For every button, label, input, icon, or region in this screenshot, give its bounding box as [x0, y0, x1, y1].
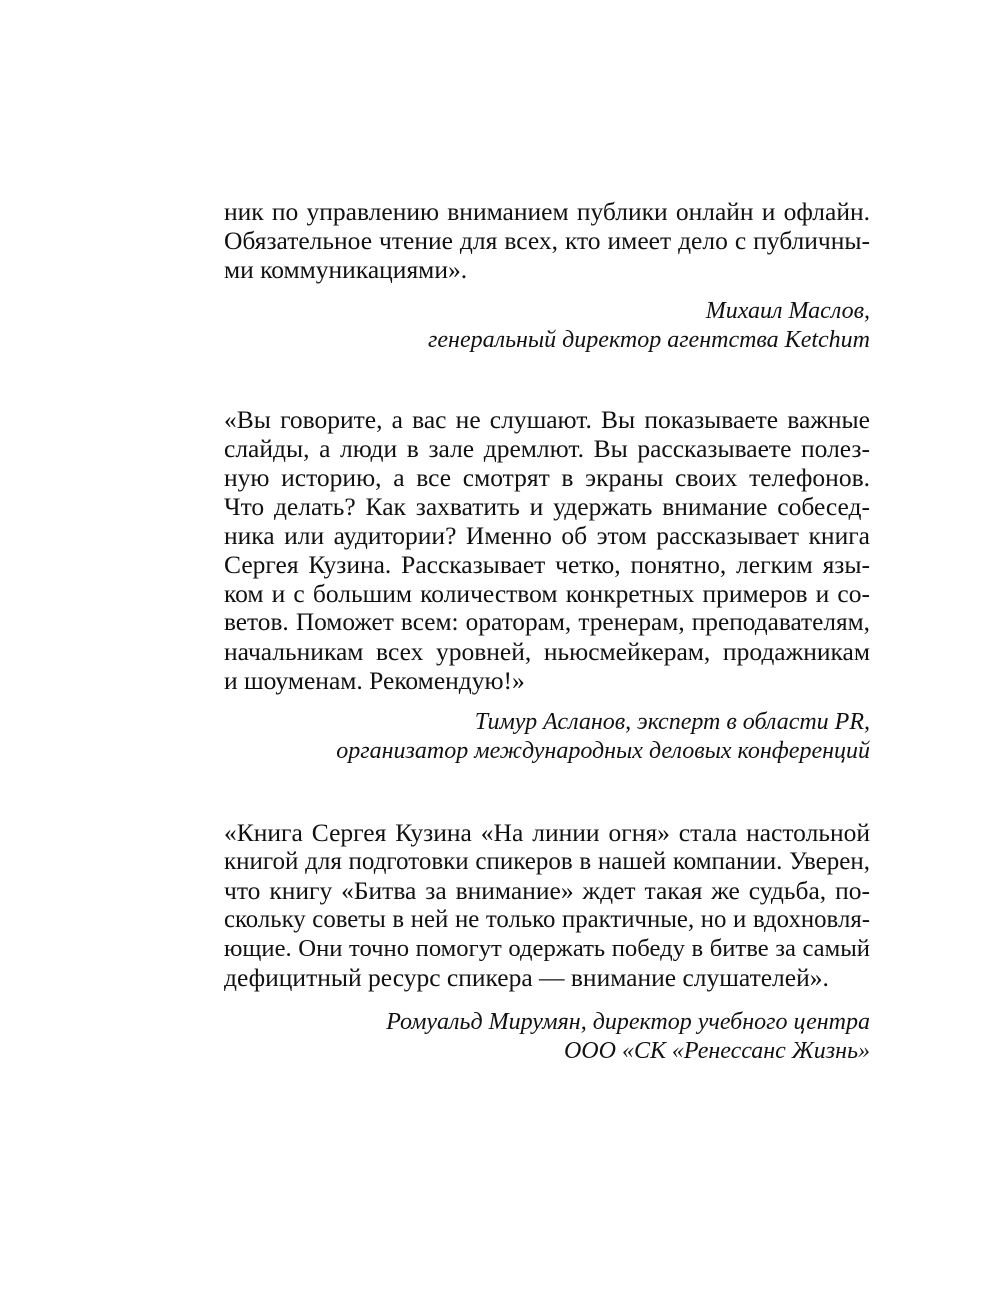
quote-line: слайды, а люди в зале дремлют. Вы рассказываете полез- [224, 434, 870, 463]
quote-line: начальникам всех уровней, ньюсмейкерам, продажникам [224, 637, 870, 666]
quote-line: ми коммуникациями». [224, 255, 468, 284]
quote-line: ветов. Поможет всем: ораторам, тренерам, преподавателям, [224, 608, 870, 636]
quote-line: дефицитный ресурс спикера — внимание слушателей». [224, 963, 829, 992]
attribution-title: ООО «СК «Ренессанс Жизнь» [563, 1038, 870, 1064]
quote-line: ком и с большим количеством конкретных примеров и со- [224, 579, 870, 608]
quote-line: и шоуменам. Рекомендую!» [224, 666, 525, 695]
attribution-1 [224, 297, 870, 355]
quote-line: Обязательное чтение для всех, кто имеет дело с публичны- [224, 226, 870, 255]
quote-line: Что делать? Как захватить и удержать внимание собесед- [224, 492, 870, 521]
quote-3 [224, 818, 870, 992]
quote-line: Сергея Кузина. Рассказывает четко, понятно, легким язы- [224, 550, 870, 579]
quote-line: ника или аудитории? Именно об этом рассказывает книга [224, 521, 870, 550]
attribution-3 [224, 1008, 870, 1066]
quote-line: скольку советы в ней не только практичные, но и вдохновля- [224, 906, 870, 933]
attribution-2 [224, 708, 870, 766]
attribution-name: Тимур Асланов, эксперт в области PR, [474, 709, 870, 735]
attribution-title: генеральный директор агентства Ketchum [428, 327, 870, 353]
quote-2 [224, 405, 870, 695]
quote-1 [224, 197, 870, 284]
attribution-name: Ромуальд Мирумян, директор учебного центра [386, 1009, 870, 1035]
quote-line: «Книга Сергея Кузина «На линии огня» стала настольной [224, 818, 870, 847]
attribution-name: Михаил Маслов, [705, 298, 870, 324]
quote-line: что книгу «Битва за внимание» ждет такая же судьба, по- [224, 876, 870, 905]
quote-line: ник по управлению вниманием публики онлайн и офлайн. [224, 197, 870, 226]
quote-line: книгой для подготовки спикеров в нашей компании. Уверен, [224, 848, 870, 875]
quote-line: «Вы говорите, а вас не слушают. Вы показываете важные [224, 405, 870, 434]
quote-line: ющие. Они точно помогут одержать победу в битве за самый [224, 935, 870, 962]
attribution-title: организатор международных деловых конференций [336, 738, 870, 764]
quote-line: ную историю, а все смотрят в экраны своих телефонов. [224, 463, 870, 492]
